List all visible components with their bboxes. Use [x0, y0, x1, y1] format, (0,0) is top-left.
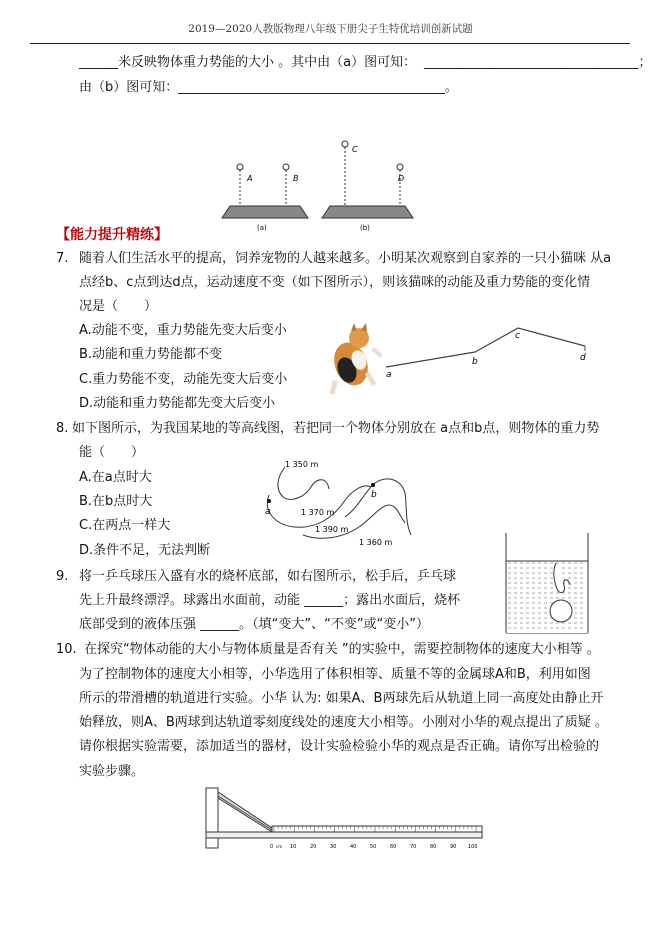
label-a: A [247, 174, 253, 183]
beaker-figure [500, 531, 592, 635]
q7-option-c: C.重力势能不变，动能先变大后变小 [79, 372, 288, 387]
q8-line-1: 如下图所示，为我国某地的等高线图，若把同一个物体分别放在 a点和b点，则物体的重力势 [72, 421, 600, 436]
ruler-label-70: 70 [410, 844, 417, 850]
contour-map [255, 453, 430, 553]
q7-line-1: 随着人们生活水平的提高，饲养宠物的人越来越多。小明某次观察到自家养的一只小猫咪 从a [79, 251, 612, 266]
q10-line-1: 在探究“物体动能的大小与物体质量是否有关 ”的实验中，需要控制物体的速度大小相等 。 [84, 642, 600, 657]
ruler-label-20: 20 [310, 844, 317, 850]
point-a-label: a [265, 507, 271, 517]
cat-path [386, 328, 585, 367]
ruler-label-cm: cm [276, 844, 283, 849]
point-a [267, 499, 271, 503]
track-support [206, 788, 218, 848]
ping-pong-ball [550, 600, 572, 622]
q7-option-d: D.动能和重力势能都先变大后变小 [79, 396, 276, 411]
ruler-label-60: 60 [390, 844, 397, 850]
contour-1360 [345, 479, 411, 535]
path-label-d: d [580, 353, 586, 363]
q7-path-figure [380, 322, 590, 382]
caption-b: (b) [360, 224, 370, 232]
ball-b [283, 164, 289, 170]
ruler-label-80: 80 [430, 844, 437, 850]
intro-line-1b: _________________________________； [424, 55, 652, 70]
label-c: C [352, 145, 358, 154]
figure-potential-energy-ab [210, 136, 440, 236]
caption-a: (a) [257, 224, 267, 232]
ruler-label-100: 100 [468, 844, 478, 850]
contour-label-1350: 1 350 m [285, 460, 319, 469]
q8-option-d: D.条件不足，无法判断 [79, 543, 211, 558]
q8-number: 8. [56, 421, 69, 436]
q10-number: 10. [56, 642, 77, 657]
contour-label-1370: 1 370 m [301, 508, 335, 517]
q10-line-4: 始释放，则A、B两球到达轨道零刻度线处的速度大小相等。小刚对小华的观点提出了质疑 。 [79, 715, 608, 730]
ruler-label-90: 90 [450, 844, 457, 850]
ruler-label-50: 50 [370, 844, 377, 850]
q8-line-2: 能（ ） [79, 445, 145, 460]
q10-line-2: 为了控制物体的速度大小相等，小华选用了体积相等、质量不等的金属球A和B，利用如图 [79, 667, 591, 682]
q8-option-a: A.在a点时大 [79, 470, 152, 485]
point-b-label: b [371, 490, 377, 500]
ruler-label-10: 10 [290, 844, 297, 850]
point-b [371, 483, 375, 487]
ruler-label-40: 40 [350, 844, 357, 850]
ruler [272, 826, 482, 832]
track-ruler-figure [200, 786, 490, 852]
q7-option-a: A.动能不变，重力势能先变大后变小 [79, 323, 287, 338]
cat-image [311, 322, 389, 396]
q9-line-1: 将一乒乓球压入盛有水的烧杯底部，如右图所示，松手后，乒乓球 [79, 569, 457, 584]
label-d: D [398, 174, 405, 183]
q10-line-3: 所示的带滑槽的轨道进行实验。小华 认为: 如果A、B两球先后从轨道上同一高度处由静止开 [79, 691, 604, 706]
contour-label-1360: 1 360 m [359, 538, 393, 547]
ruler-label-30: 30 [330, 844, 337, 850]
intro-line-1a: ______米反映物体重力势能的大小 。其中由（a）图可知： [79, 55, 417, 70]
q9-line-2: 先上升最终漂浮。球露出水面前，动能 ______；露出水面后，烧杯 [79, 593, 461, 608]
q9-line-3: 底部受到的液体压强 ______。（填“变大”、“不变”或“变小”） [79, 617, 430, 632]
q10-line-5: 请你根据实验需要，添加适当的器材，设计实验检验小华的观点是否正确。请你写出检验的 [79, 739, 600, 754]
q7-option-b: B.动能和重力势能都不变 [79, 347, 223, 362]
header-divider [30, 43, 630, 44]
label-b: B [293, 174, 299, 183]
path-label-c: c [515, 331, 520, 341]
ground-block-b [322, 206, 413, 218]
q10-line-6: 实验步骤。 [79, 764, 145, 779]
water [507, 561, 588, 633]
q8-option-b: B.在b点时大 [79, 494, 153, 509]
q7-line-2: 点经b、c点到达d点，运动速度不变（如下图所示），则该猫咪的动能及重力势能的变化情 [79, 275, 591, 290]
ball-a [237, 164, 243, 170]
q7-number: 7. [56, 251, 69, 266]
inclined-track [218, 792, 272, 832]
q7-line-3: 况是（ ） [79, 299, 158, 314]
q8-option-c: C.在两点一样大 [79, 518, 171, 533]
page-header: 2019—2020人教版物理八年级下册尖子生特优培训创新试题 [188, 23, 473, 35]
q9-number: 9. [56, 569, 69, 584]
contour-1350 [278, 467, 329, 499]
ball-c [342, 141, 348, 147]
ground-block-a [222, 206, 308, 218]
horizontal-track [206, 832, 482, 838]
contour-label-1390: 1 390 m [315, 525, 349, 534]
path-label-b: b [472, 357, 478, 367]
ruler-label-0: 0 [270, 844, 274, 850]
section-title: 【能力提升精练】 [56, 227, 168, 243]
intro-line-2: 由（b）图可知：_________________________________________。 [79, 80, 458, 95]
ball-d [397, 164, 403, 170]
path-label-a: a [386, 370, 392, 380]
